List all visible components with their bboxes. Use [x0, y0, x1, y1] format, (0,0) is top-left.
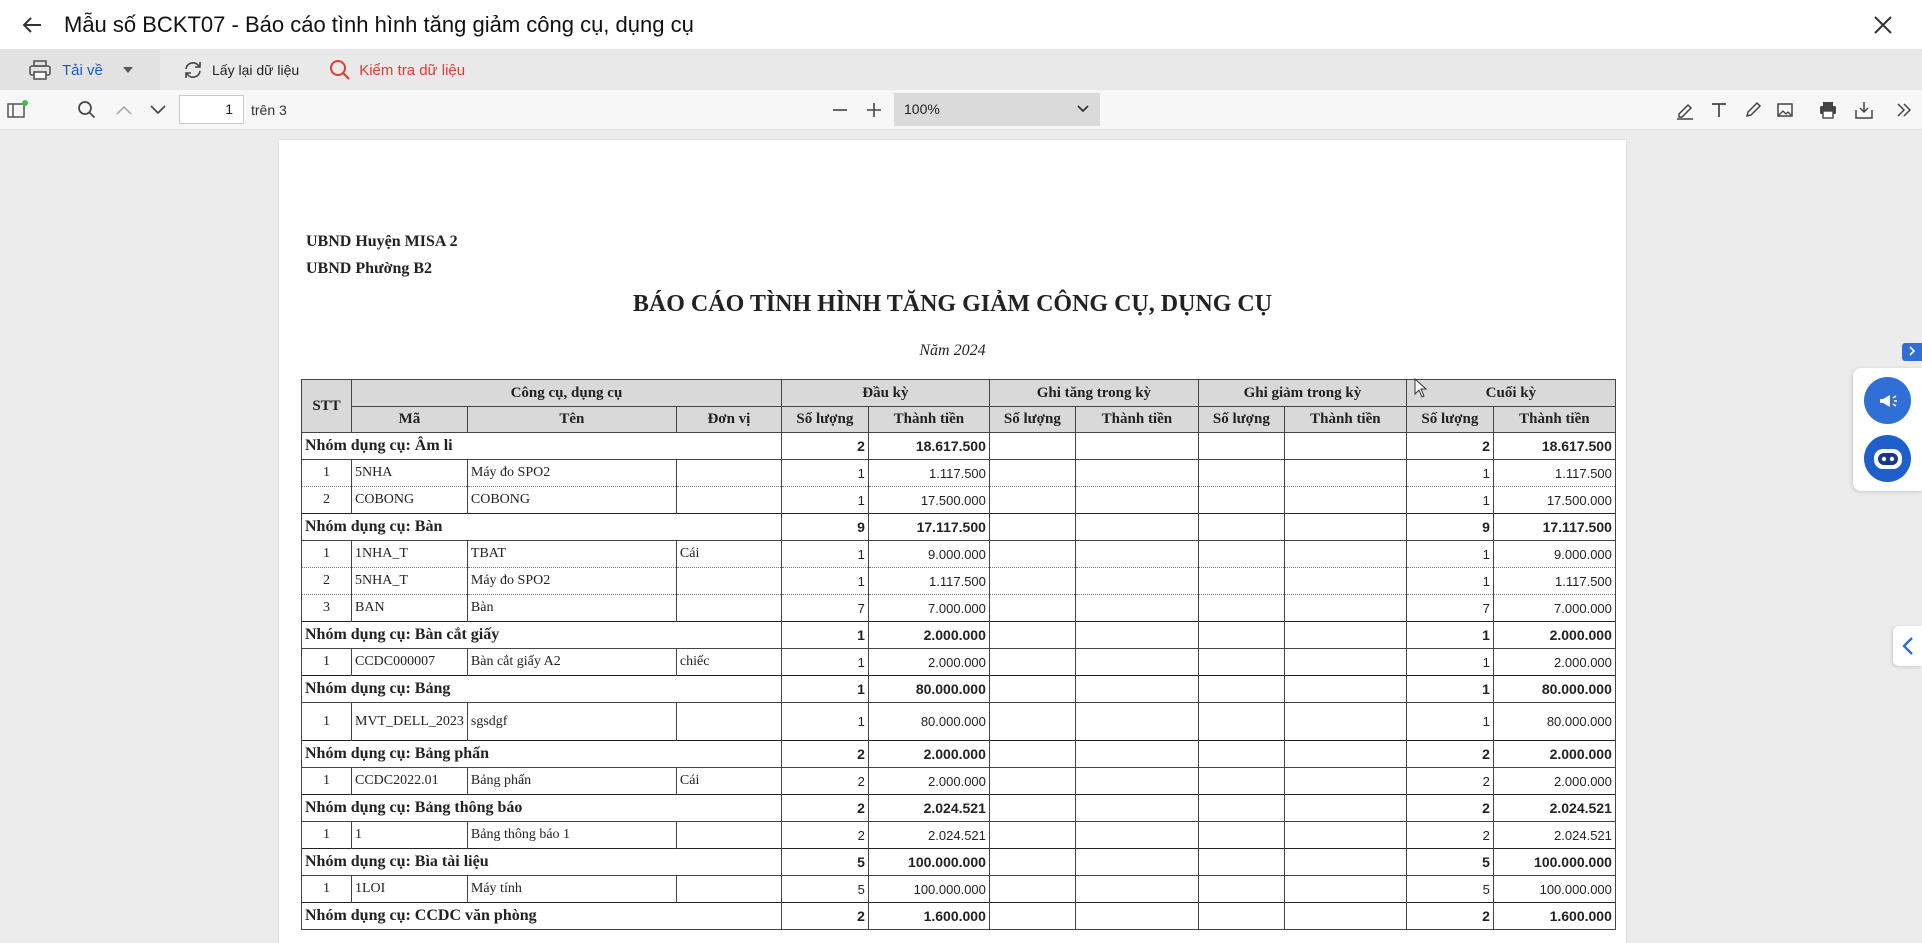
header-increase-amount: Thành tiền — [1075, 407, 1198, 433]
collapse-side-button[interactable] — [1893, 626, 1922, 666]
table-row — [302, 822, 1616, 849]
mouse-cursor — [1414, 378, 1428, 403]
decrease-amount — [1284, 903, 1406, 930]
closing-amount: 9.000.000 — [1493, 541, 1615, 568]
row-name: Bảng thông báo 1 — [467, 822, 676, 849]
search-icon — [329, 59, 351, 81]
download-button[interactable] — [0, 50, 160, 90]
report-table-body — [302, 433, 1616, 930]
highlighter-icon — [1675, 100, 1695, 120]
row-code: CCDC000007 — [352, 649, 468, 676]
closing-qty: 1 — [1406, 622, 1493, 649]
header-closing-amount: Thành tiền — [1493, 407, 1615, 433]
report-title: BÁO CÁO TÌNH HÌNH TĂNG GIẢM CÔNG CỤ, DỤNG CỤ — [632, 291, 1273, 317]
text-tool-button[interactable] — [1706, 90, 1732, 130]
sidebar-toggle-button[interactable] — [4, 90, 30, 130]
opening-amount: 1.117.500 — [868, 460, 989, 487]
opening-qty: 2 — [781, 903, 868, 930]
closing-amount: 1.600.000 — [1493, 903, 1615, 930]
increase-qty — [989, 822, 1075, 849]
back-button[interactable] — [0, 0, 64, 50]
table-row — [302, 595, 1616, 622]
header-decrease-qty: Số lượng — [1198, 407, 1284, 433]
closing-amount: 80.000.000 — [1493, 676, 1615, 703]
header-unit: Đơn vị — [676, 407, 781, 433]
decrease-qty — [1198, 903, 1284, 930]
report-toolbar — [0, 50, 1922, 90]
draw-button[interactable] — [1740, 90, 1766, 130]
document-viewer[interactable] — [0, 131, 1922, 943]
row-stt: 1 — [302, 703, 352, 741]
closing-amount: 80.000.000 — [1493, 703, 1615, 741]
chevron-down-icon — [1076, 93, 1090, 126]
decrease-qty — [1198, 703, 1284, 741]
page-total-label: trên 3 — [251, 102, 287, 118]
assistant-feedback-button[interactable] — [1864, 377, 1911, 424]
row-stt: 1 — [302, 460, 352, 487]
decrease-amount — [1284, 768, 1406, 795]
table-row — [302, 649, 1616, 676]
table-row — [302, 703, 1616, 741]
decrease-qty — [1198, 768, 1284, 795]
increase-amount — [1075, 514, 1198, 541]
closing-qty: 1 — [1406, 649, 1493, 676]
assistant-panel — [1853, 368, 1922, 491]
row-unit: Cái — [676, 541, 781, 568]
row-name: Bảng phấn — [467, 768, 676, 795]
expand-panel-tab[interactable] — [1902, 343, 1922, 361]
increase-amount — [1075, 595, 1198, 622]
row-name: sgsdgf — [467, 703, 676, 741]
decrease-qty — [1198, 460, 1284, 487]
opening-qty: 1 — [781, 676, 868, 703]
decrease-amount — [1284, 649, 1406, 676]
row-code: 1 — [352, 822, 468, 849]
increase-qty — [989, 676, 1075, 703]
row-code: BAN — [352, 595, 468, 622]
opening-amount: 1.117.500 — [868, 568, 989, 595]
decrease-amount — [1284, 822, 1406, 849]
increase-amount — [1075, 622, 1198, 649]
increase-amount — [1075, 703, 1198, 741]
increase-amount — [1075, 487, 1198, 514]
group-label: Nhóm dụng cụ: Âm li — [302, 433, 782, 460]
row-unit — [676, 703, 781, 741]
table-row — [302, 568, 1616, 595]
group-row — [302, 676, 1616, 703]
check-data-label: Kiểm tra dữ liệu — [359, 61, 466, 79]
closing-qty: 2 — [1406, 433, 1493, 460]
org-line-1: UBND Huyện MISA 2 — [306, 233, 458, 250]
opening-amount: 2.024.521 — [868, 822, 989, 849]
decrease-amount — [1284, 622, 1406, 649]
opening-qty: 1 — [781, 649, 868, 676]
window-titlebar — [0, 0, 1922, 50]
opening-qty: 2 — [781, 822, 868, 849]
window-title: Mẫu số BCKT07 - Báo cáo tình hình tăng giảm công cụ, dụng cụ — [64, 11, 694, 37]
increase-qty — [989, 703, 1075, 741]
decrease-qty — [1198, 876, 1284, 903]
close-icon — [1873, 15, 1893, 35]
decrease-amount — [1284, 795, 1406, 822]
double-chevron-right-icon — [1896, 102, 1912, 118]
row-code: COBONG — [352, 487, 468, 514]
zoom-select[interactable] — [894, 93, 1100, 126]
row-code: 1LOI — [352, 876, 468, 903]
header-code: Mã — [352, 407, 468, 433]
opening-qty: 1 — [781, 487, 868, 514]
decrease-qty — [1198, 649, 1284, 676]
increase-qty — [989, 876, 1075, 903]
plus-icon — [866, 102, 882, 118]
group-label: Nhóm dụng cụ: CCDC văn phòng — [302, 903, 782, 930]
decrease-amount — [1284, 433, 1406, 460]
closing-qty: 1 — [1406, 703, 1493, 741]
closing-qty: 5 — [1406, 849, 1493, 876]
row-unit — [676, 876, 781, 903]
increase-amount — [1075, 460, 1198, 487]
closing-amount: 2.000.000 — [1493, 622, 1615, 649]
opening-qty: 2 — [781, 795, 868, 822]
increase-amount — [1075, 768, 1198, 795]
report-year: Năm 2024 — [919, 342, 986, 359]
opening-amount: 7.000.000 — [868, 595, 989, 622]
closing-qty: 2 — [1406, 768, 1493, 795]
row-code: 1NHA_T — [352, 541, 468, 568]
increase-amount — [1075, 741, 1198, 768]
decrease-qty — [1198, 568, 1284, 595]
cursor-arrow-icon — [1414, 378, 1428, 398]
close-button[interactable] — [1868, 10, 1898, 40]
row-stt: 1 — [302, 768, 352, 795]
increase-qty — [989, 741, 1075, 768]
decrease-qty — [1198, 849, 1284, 876]
increase-qty — [989, 903, 1075, 930]
report-table — [301, 379, 1616, 930]
group-row — [302, 849, 1616, 876]
decrease-qty — [1198, 795, 1284, 822]
row-name: COBONG — [467, 487, 676, 514]
closing-qty: 2 — [1406, 903, 1493, 930]
org-line-2: UBND Phường B2 — [306, 260, 433, 277]
increase-qty — [989, 649, 1075, 676]
increase-qty — [989, 460, 1075, 487]
group-row — [302, 903, 1616, 930]
decrease-amount — [1284, 703, 1406, 741]
closing-qty: 1 — [1406, 541, 1493, 568]
increase-qty — [989, 487, 1075, 514]
row-name: Máy đo SPO2 — [467, 568, 676, 595]
download-label: Tải về — [62, 61, 103, 79]
opening-amount: 17.500.000 — [868, 487, 989, 514]
increase-amount — [1075, 541, 1198, 568]
highlight-button[interactable] — [1672, 90, 1698, 130]
row-unit — [676, 487, 781, 514]
decrease-qty — [1198, 487, 1284, 514]
increase-amount — [1075, 568, 1198, 595]
row-stt: 2 — [302, 487, 352, 514]
row-name: Bàn cắt giấy A2 — [467, 649, 676, 676]
table-row — [302, 487, 1616, 514]
decrease-amount — [1284, 595, 1406, 622]
refresh-data-button[interactable] — [170, 50, 311, 90]
header-decrease: Ghi giảm trong kỳ — [1198, 380, 1406, 407]
print-button[interactable] — [1814, 90, 1842, 130]
closing-qty: 1 — [1406, 487, 1493, 514]
opening-qty: 1 — [781, 703, 868, 741]
increase-qty — [989, 595, 1075, 622]
opening-qty: 1 — [781, 568, 868, 595]
closing-amount: 17.500.000 — [1493, 487, 1615, 514]
previous-page-button[interactable] — [112, 90, 136, 130]
closing-amount: 1.117.500 — [1493, 460, 1615, 487]
decrease-qty — [1198, 433, 1284, 460]
closing-amount: 100.000.000 — [1493, 849, 1615, 876]
header-closing-qty: Số lượng — [1406, 407, 1493, 433]
robot-icon — [1871, 444, 1905, 474]
decrease-amount — [1284, 568, 1406, 595]
save-button[interactable] — [1850, 90, 1878, 130]
zoom-value: 100% — [904, 101, 940, 117]
decrease-amount — [1284, 849, 1406, 876]
more-tools-button[interactable] — [1892, 90, 1916, 130]
header-opening-amount: Thành tiền — [868, 407, 989, 433]
group-label: Nhóm dụng cụ: Bảng thông báo — [302, 795, 782, 822]
opening-qty: 5 — [781, 876, 868, 903]
group-row — [302, 795, 1616, 822]
minus-icon — [832, 102, 848, 118]
decrease-qty — [1198, 676, 1284, 703]
increase-amount — [1075, 822, 1198, 849]
row-code: 5NHA — [352, 460, 468, 487]
caret-down-icon[interactable] — [123, 66, 133, 74]
increase-amount — [1075, 876, 1198, 903]
row-stt: 1 — [302, 876, 352, 903]
header-opening: Đầu kỳ — [781, 380, 989, 407]
decrease-qty — [1198, 595, 1284, 622]
increase-qty — [989, 622, 1075, 649]
group-label: Nhóm dụng cụ: Bảng — [302, 676, 782, 703]
increase-qty — [989, 795, 1075, 822]
decrease-qty — [1198, 514, 1284, 541]
group-label: Nhóm dụng cụ: Bàn cắt giấy — [302, 622, 782, 649]
row-unit — [676, 595, 781, 622]
opening-amount: 100.000.000 — [868, 876, 989, 903]
opening-amount: 18.617.500 — [868, 433, 989, 460]
closing-amount: 7.000.000 — [1493, 595, 1615, 622]
row-code: MVT_DELL_2023 — [352, 703, 468, 741]
opening-amount: 2.000.000 — [868, 649, 989, 676]
decrease-amount — [1284, 487, 1406, 514]
decrease-qty — [1198, 741, 1284, 768]
chevron-right-icon — [1907, 346, 1917, 356]
opening-qty: 1 — [781, 541, 868, 568]
row-unit — [676, 822, 781, 849]
assistant-bot-button[interactable] — [1864, 435, 1911, 482]
header-decrease-amount: Thành tiền — [1284, 407, 1406, 433]
group-label: Nhóm dụng cụ: Bàn — [302, 514, 782, 541]
opening-qty: 2 — [781, 768, 868, 795]
closing-amount: 2.000.000 — [1493, 741, 1615, 768]
header-increase: Ghi tăng trong kỳ — [989, 380, 1198, 407]
closing-qty: 9 — [1406, 514, 1493, 541]
printer-icon — [28, 59, 52, 81]
text-icon — [1710, 101, 1728, 119]
printer-icon — [1818, 100, 1838, 120]
closing-qty: 1 — [1406, 676, 1493, 703]
decrease-amount — [1284, 541, 1406, 568]
increase-amount — [1075, 795, 1198, 822]
increase-amount — [1075, 849, 1198, 876]
decrease-qty — [1198, 822, 1284, 849]
header-increase-qty: Số lượng — [989, 407, 1075, 433]
chevron-left-icon — [1901, 636, 1915, 656]
refresh-icon — [182, 60, 204, 80]
table-row — [302, 768, 1616, 795]
row-name: Máy đo SPO2 — [467, 460, 676, 487]
opening-amount: 1.600.000 — [868, 903, 989, 930]
closing-qty: 2 — [1406, 795, 1493, 822]
increase-amount — [1075, 433, 1198, 460]
increase-qty — [989, 768, 1075, 795]
opening-amount: 80.000.000 — [868, 703, 989, 741]
row-code: CCDC2022.01 — [352, 768, 468, 795]
decrease-amount — [1284, 741, 1406, 768]
row-name: TBAT — [467, 541, 676, 568]
increase-amount — [1075, 649, 1198, 676]
opening-amount: 17.117.500 — [868, 514, 989, 541]
group-row — [302, 433, 1616, 460]
closing-qty: 5 — [1406, 876, 1493, 903]
table-row — [302, 876, 1616, 903]
image-tool-button[interactable] — [1772, 90, 1798, 130]
opening-qty: 9 — [781, 514, 868, 541]
increase-qty — [989, 568, 1075, 595]
next-page-button[interactable] — [146, 90, 170, 130]
row-stt: 2 — [302, 568, 352, 595]
opening-qty: 2 — [781, 741, 868, 768]
closing-amount: 18.617.500 — [1493, 433, 1615, 460]
row-stt: 3 — [302, 595, 352, 622]
save-download-icon — [1854, 100, 1874, 120]
closing-amount: 2.024.521 — [1493, 822, 1615, 849]
row-code: 5NHA_T — [352, 568, 468, 595]
refresh-data-label: Lấy lại dữ liệu — [212, 62, 300, 78]
chevron-up-icon — [116, 105, 132, 115]
header-tool: Công cụ, dụng cụ — [352, 380, 782, 407]
row-unit: chiếc — [676, 649, 781, 676]
increase-qty — [989, 849, 1075, 876]
increase-amount — [1075, 676, 1198, 703]
header-stt: STT — [302, 380, 352, 433]
closing-amount: 2.000.000 — [1493, 649, 1615, 676]
decrease-amount — [1284, 876, 1406, 903]
closing-amount: 17.117.500 — [1493, 514, 1615, 541]
search-icon — [77, 100, 97, 120]
header-closing: Cuối kỳ — [1406, 380, 1615, 407]
opening-qty: 7 — [781, 595, 868, 622]
closing-amount: 1.117.500 — [1493, 568, 1615, 595]
opening-amount: 9.000.000 — [868, 541, 989, 568]
table-row — [302, 460, 1616, 487]
opening-amount: 2.000.000 — [868, 741, 989, 768]
group-label: Nhóm dụng cụ: Bìa tài liệu — [302, 849, 782, 876]
closing-amount: 2.024.521 — [1493, 795, 1615, 822]
sidebar-toggle-icon — [6, 100, 28, 120]
image-icon — [1776, 101, 1794, 119]
decrease-qty — [1198, 622, 1284, 649]
decrease-amount — [1284, 676, 1406, 703]
opening-amount: 80.000.000 — [868, 676, 989, 703]
pen-icon — [1744, 101, 1762, 119]
zoom-out-button[interactable] — [828, 90, 852, 130]
closing-amount: 2.000.000 — [1493, 768, 1615, 795]
opening-amount: 2.000.000 — [868, 622, 989, 649]
group-row — [302, 514, 1616, 541]
row-unit — [676, 568, 781, 595]
closing-qty: 1 — [1406, 460, 1493, 487]
row-name: Máy tính — [467, 876, 676, 903]
closing-qty: 7 — [1406, 595, 1493, 622]
opening-qty: 1 — [781, 622, 868, 649]
megaphone-icon — [1876, 389, 1900, 413]
opening-amount: 2.000.000 — [868, 768, 989, 795]
row-unit — [676, 460, 781, 487]
increase-qty — [989, 541, 1075, 568]
closing-qty: 1 — [1406, 568, 1493, 595]
closing-qty: 2 — [1406, 822, 1493, 849]
arrow-left-icon — [21, 14, 43, 36]
find-button[interactable] — [74, 90, 100, 130]
header-opening-qty: Số lượng — [781, 407, 868, 433]
decrease-amount — [1284, 514, 1406, 541]
row-unit: Cái — [676, 768, 781, 795]
chevron-down-icon — [150, 105, 166, 115]
row-stt: 1 — [302, 649, 352, 676]
increase-amount — [1075, 903, 1198, 930]
decrease-amount — [1284, 460, 1406, 487]
report-page — [279, 140, 1626, 943]
zoom-in-button[interactable] — [862, 90, 886, 130]
decrease-qty — [1198, 541, 1284, 568]
opening-qty: 1 — [781, 460, 868, 487]
check-data-button[interactable] — [317, 50, 477, 90]
group-row — [302, 622, 1616, 649]
group-row — [302, 741, 1616, 768]
group-label: Nhóm dụng cụ: Bảng phấn — [302, 741, 782, 768]
page-number-input[interactable]: 1 — [179, 95, 244, 124]
closing-amount: 100.000.000 — [1493, 876, 1615, 903]
opening-qty: 2 — [781, 433, 868, 460]
closing-qty: 2 — [1406, 741, 1493, 768]
header-name: Tên — [467, 407, 676, 433]
opening-qty: 5 — [781, 849, 868, 876]
opening-amount: 100.000.000 — [868, 849, 989, 876]
increase-qty — [989, 433, 1075, 460]
row-stt: 1 — [302, 541, 352, 568]
table-row — [302, 541, 1616, 568]
increase-qty — [989, 514, 1075, 541]
row-stt: 1 — [302, 822, 352, 849]
row-name: Bàn — [467, 595, 676, 622]
opening-amount: 2.024.521 — [868, 795, 989, 822]
